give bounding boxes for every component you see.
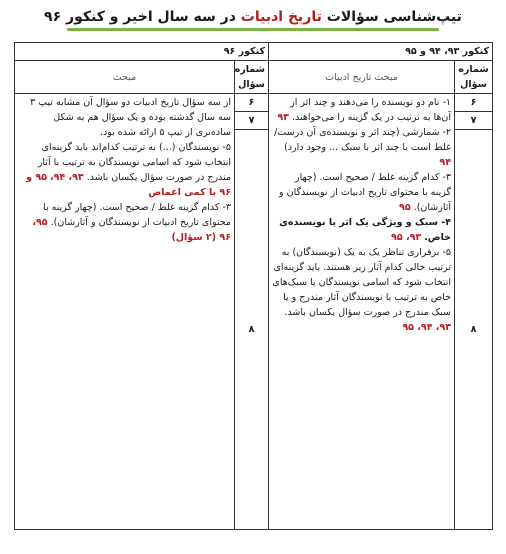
left-item-2: ۲- شمارشی (چند اثر و نویسنده‌ی آن درست/غلط است یا چند اثر با سبک ... وجود دارد) ۹۴	[274, 127, 452, 168]
year-tag: ۹۵ و ۹۶ با کمی اغماض	[26, 172, 231, 198]
right-question-number: ۶	[235, 94, 269, 112]
left-question-number: ۶	[455, 94, 493, 112]
title-underline	[67, 28, 439, 31]
left-topic-header: مبحث تاریخ ادبیات	[269, 61, 455, 94]
left-item-3: ۳- کدام گزینه غلط / صحیح است. (چهار گزینه با محتوای تاریخ ادبیات از نویسندگان و آثارشان). ۹۵	[279, 172, 452, 213]
year-tag: ۹۳، ۹۵	[391, 232, 422, 243]
left-item-4: ۴- سبک و ویژگی یک اثر یا نویسنده‌ی خاص. ۹۳، ۹۵	[279, 217, 452, 243]
year-tag: ۹۵	[399, 202, 411, 213]
right-group-title: کنکور ۹۶	[15, 43, 269, 61]
title-block	[0, 6, 506, 31]
column-header-row	[15, 61, 493, 94]
year-tag: ۹۵، ۹۶ (۲ سؤال)	[32, 217, 231, 243]
page-title	[0, 6, 506, 28]
right-topic-content	[15, 94, 235, 530]
year-tag: ۹۳	[277, 112, 289, 123]
right-topic-header: مبحث	[15, 61, 235, 94]
left-item-5: ۵- برقراری تناظر یک به یک (نویسندگان) به ترتیب خالی کدام آثار زیر هستند. باید گزینه‌ای انتخاب شود که اسامی نویسندگان یا سبک‌های خاص به ترتیب با نویسندگان آثار مندرج و یا سبک مندرج در صورت سؤال یکسان باشد. ۹۳، ۹۴، ۹۵	[272, 247, 452, 333]
right-item-5: ۵- نویسندگان (...) به ترتیب کدام‌اند باید گزینه‌ای انتخاب شود که اسامی نویسندگان به ترتیب با آثار مندرج در صورت سؤال یکسان باشد. ۹۳، ۹۴، ۹۵ و ۹۶ با کمی اغماض	[26, 142, 231, 198]
right-question-number: ۸	[235, 130, 269, 530]
year-tag: ۹۳، ۹۴،	[49, 172, 84, 183]
left-group-title: کنکور ۹۳، ۹۴ و ۹۵	[269, 43, 493, 61]
year-tag: ۹۳، ۹۴، ۹۵	[402, 322, 452, 333]
year-tag: ۹۴	[439, 157, 452, 168]
right-item-3: ۳- کدام گزینه غلط / صحیح است. (چهار گزینه با محتوای تاریخ ادبیات از نویسندگان و آثارشان). ۹۵، ۹۶ (۲ سؤال)	[32, 202, 231, 243]
title-accent: تاریخ ادبیات	[240, 9, 322, 25]
left-question-number: ۷	[455, 112, 493, 130]
left-topic-content	[269, 94, 455, 530]
left-number-header: شماره سؤال	[455, 61, 493, 94]
right-intro: از سه سؤال تاریخ ادبیات دو سؤال آن مشابه تیپ ۳ سه سال گذشته بوده و یک سؤال هم به شکل ساده‌تری از تیپ ۵ ارائه شده بود.	[30, 97, 231, 138]
right-question-number: ۷	[235, 112, 269, 130]
left-item-1: ۱- نام دو نویسنده را می‌دهند و چند اثر از آن‌ها به ترتیب در یک گزینه را می‌خواهند. ۹۳	[277, 97, 452, 123]
comparison-table	[14, 42, 493, 530]
right-number-header: شماره سؤال	[235, 61, 269, 94]
group-header-row	[15, 43, 493, 61]
title-prefix: تیپ‌شناسی سؤالات	[326, 9, 462, 25]
table-row	[15, 94, 493, 112]
left-question-number: ۸	[455, 130, 493, 530]
title-suffix: در سه سال اخیر و کنکور ۹۶	[44, 9, 236, 25]
